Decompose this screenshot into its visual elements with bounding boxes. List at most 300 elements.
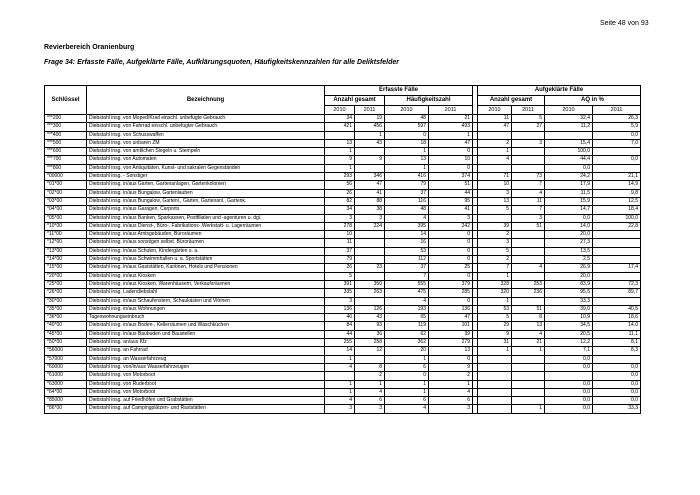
cell-solved-2010 bbox=[478, 363, 512, 371]
header-frequency: Häufigkeitszahl bbox=[385, 96, 473, 106]
cell-frequency-2011: 0 bbox=[429, 355, 473, 363]
cell-rate-2010: 83,9 bbox=[545, 280, 593, 288]
question-title: Frage 34: Erfasste Fälle, Aufgeklärte Fälle, Aufklärungsquoten, Häufigkeitskennzahlen für alle Deliktsfelder bbox=[44, 59, 400, 66]
cell-solved-2010: 7 bbox=[478, 264, 512, 272]
cell-solved-2010: 5 bbox=[478, 247, 512, 255]
cell-solved-2011 bbox=[512, 297, 545, 305]
cell-solved-2011: 73 bbox=[512, 173, 545, 181]
cell-count-2011: 88 bbox=[355, 197, 385, 205]
cell-rate-2011: 0,0 bbox=[593, 131, 641, 139]
cell-rate-2011 bbox=[593, 239, 641, 247]
cell-count-2010 bbox=[325, 131, 355, 139]
table-row bbox=[45, 347, 641, 355]
cell-count-2011: 2 bbox=[355, 372, 385, 380]
header-solved-total: Anzahl gesamt bbox=[478, 96, 545, 106]
cell-count-2011 bbox=[355, 164, 385, 172]
cell-description: Diebstahl insg. von Automaten bbox=[87, 156, 325, 164]
cell-key: *11*00 bbox=[45, 231, 87, 239]
cell-rate-2011 bbox=[593, 297, 641, 305]
cell-count-2010: 11 bbox=[325, 239, 355, 247]
cell-frequency-2011: 3 bbox=[429, 405, 473, 413]
cell-key: *86*00 bbox=[45, 405, 87, 413]
cell-count-2010: 421 bbox=[325, 123, 355, 131]
cell-frequency-2011: 0 bbox=[429, 272, 473, 280]
cell-frequency-2010: 1 bbox=[385, 380, 429, 388]
cell-key: *30*00 bbox=[45, 297, 87, 305]
cell-rate-2010: 20,0 bbox=[545, 272, 593, 280]
cell-description: Diebstahl insg. an Wasserfahrzeug bbox=[87, 355, 325, 363]
cell-frequency-2010: 53 bbox=[385, 247, 429, 255]
cell-description: Diebstahl insg. von Fahrrad einschl. unbefugter Gebrauch bbox=[87, 123, 325, 131]
cell-count-2010: 4 bbox=[325, 363, 355, 371]
cell-count-2010: 26 bbox=[325, 189, 355, 197]
cell-key: *13*00 bbox=[45, 247, 87, 255]
cell-solved-2010 bbox=[478, 214, 512, 222]
cell-solved-2010: 3 bbox=[478, 239, 512, 247]
cell-solved-2010: 1 bbox=[478, 297, 512, 305]
table-body bbox=[45, 115, 641, 414]
cell-key: *03*00 bbox=[45, 197, 87, 205]
cell-count-2010: 84 bbox=[325, 322, 355, 330]
cell-solved-2011: 4 bbox=[512, 330, 545, 338]
cell-rate-2011: 17,4 bbox=[593, 264, 641, 272]
cell-count-2010: 46 bbox=[325, 314, 355, 322]
cell-frequency-2010: 13 bbox=[385, 156, 429, 164]
cell-rate-2011 bbox=[593, 256, 641, 264]
header-description: Bezeichnung bbox=[87, 86, 325, 115]
cell-count-2010: 278 bbox=[325, 222, 355, 230]
table-row bbox=[45, 123, 641, 131]
cell-count-2010: 14 bbox=[325, 347, 355, 355]
cell-solved-2011: 253 bbox=[512, 280, 545, 288]
cell-solved-2010 bbox=[478, 405, 512, 413]
cell-count-2010: 13 bbox=[325, 139, 355, 147]
cell-rate-2010: 0,0 bbox=[545, 388, 593, 396]
header-recorded-cases: Erfasste Fälle bbox=[325, 86, 473, 96]
cell-count-2011: 126 bbox=[355, 305, 385, 313]
region-title: Revierbereich Oranienburg bbox=[44, 44, 135, 51]
cell-solved-2011 bbox=[512, 231, 545, 239]
cell-solved-2011: 13 bbox=[512, 322, 545, 330]
cell-rate-2011: 5,9 bbox=[593, 123, 641, 131]
cell-solved-2011 bbox=[512, 256, 545, 264]
cell-count-2010: 37 bbox=[325, 247, 355, 255]
cell-solved-2010: 13 bbox=[478, 197, 512, 205]
cell-count-2011: 36 bbox=[355, 330, 385, 338]
cell-count-2010: 391 bbox=[325, 280, 355, 288]
cell-count-2011 bbox=[355, 272, 385, 280]
cell-frequency-2011: 1 bbox=[429, 380, 473, 388]
cell-description: Diebstahl insg. in/aus Banken, Sparkassen, Postfilialen und -agenturen u. dgl. bbox=[87, 214, 325, 222]
cell-key: *15*00 bbox=[45, 264, 87, 272]
cell-count-2011 bbox=[355, 231, 385, 239]
cell-frequency-2010: 6 bbox=[385, 397, 429, 405]
table-row bbox=[45, 339, 641, 347]
cell-count-2010: 44 bbox=[325, 330, 355, 338]
table-row bbox=[45, 189, 641, 197]
header-year: 2010 bbox=[545, 106, 593, 115]
cell-key: ***500 bbox=[45, 139, 87, 147]
cell-frequency-2010: 7 bbox=[385, 272, 429, 280]
cell-rate-2010: 0,0 bbox=[545, 405, 593, 413]
cell-key: *63000 bbox=[45, 380, 87, 388]
cell-solved-2011 bbox=[512, 148, 545, 156]
cell-solved-2010: 328 bbox=[478, 280, 512, 288]
cell-solved-2010: 47 bbox=[478, 123, 512, 131]
cell-solved-2010: 5 bbox=[478, 206, 512, 214]
cell-rate-2010: 44,4 bbox=[545, 156, 593, 164]
cell-solved-2011 bbox=[512, 363, 545, 371]
cell-key: ***800 bbox=[45, 164, 87, 172]
cell-rate-2011: 7,0 bbox=[593, 139, 641, 147]
cell-key: *56000 bbox=[45, 347, 87, 355]
cell-count-2010: 293 bbox=[325, 173, 355, 181]
cell-solved-2011: 7 bbox=[512, 206, 545, 214]
cell-rate-2010: 15,9 bbox=[545, 197, 593, 205]
cell-count-2010: 1 bbox=[325, 388, 355, 396]
table-row bbox=[45, 139, 641, 147]
cell-rate-2011: 0,0 bbox=[593, 156, 641, 164]
cell-solved-2010: 53 bbox=[478, 305, 512, 313]
cell-frequency-2010: 395 bbox=[385, 222, 429, 230]
cell-count-2010: 34 bbox=[325, 115, 355, 123]
cell-description: Diebstahl insg. in/aus Schaufenstern, Schaukästen und Vitrinen bbox=[87, 297, 325, 305]
table-row bbox=[45, 156, 641, 164]
cell-count-2011: 9 bbox=[355, 156, 385, 164]
cell-rate-2010: 95,5 bbox=[545, 289, 593, 297]
cell-count-2010: 3 bbox=[325, 297, 355, 305]
cell-solved-2010: 31 bbox=[478, 339, 512, 347]
cell-count-2011 bbox=[355, 297, 385, 305]
table-row bbox=[45, 247, 641, 255]
cell-frequency-2011: 4 bbox=[429, 388, 473, 396]
cell-rate-2010: 0,0 bbox=[545, 397, 593, 405]
cell-rate-2010: 0,0 bbox=[545, 355, 593, 363]
cell-rate-2011: 8,1 bbox=[593, 339, 641, 347]
cell-solved-2011: 1 bbox=[512, 405, 545, 413]
cell-frequency-2010: 37 bbox=[385, 189, 429, 197]
cell-solved-2011: 1 bbox=[512, 347, 545, 355]
cell-count-2010: 4 bbox=[325, 397, 355, 405]
table-row bbox=[45, 397, 641, 405]
cell-frequency-2010: 37 bbox=[385, 264, 429, 272]
cell-solved-2010: 9 bbox=[478, 330, 512, 338]
cell-solved-2010 bbox=[478, 388, 512, 396]
cell-description: Diebstahl insg. auf Friedhöfen und Grabstätten bbox=[87, 397, 325, 405]
cell-frequency-2010: 597 bbox=[385, 123, 429, 131]
cell-rate-2011: 0,0 bbox=[593, 388, 641, 396]
cell-frequency-2010: 48 bbox=[385, 206, 429, 214]
header-year: 2010 bbox=[325, 106, 355, 115]
cell-rate-2011: 0,0 bbox=[593, 380, 641, 388]
table-row bbox=[45, 372, 641, 380]
cell-solved-2011 bbox=[512, 131, 545, 139]
cell-count-2011 bbox=[355, 247, 385, 255]
cell-count-2010: 5 bbox=[325, 272, 355, 280]
table-row bbox=[45, 239, 641, 247]
cell-frequency-2011: 13 bbox=[429, 347, 473, 355]
table-row bbox=[45, 148, 641, 156]
cell-solved-2010: 1 bbox=[478, 148, 512, 156]
cell-solved-2011 bbox=[512, 380, 545, 388]
table-row bbox=[45, 388, 641, 396]
cell-frequency-2011: 10 bbox=[429, 156, 473, 164]
table-row bbox=[45, 231, 641, 239]
cell-rate-2010: 34,5 bbox=[545, 322, 593, 330]
cell-solved-2011: 51 bbox=[512, 222, 545, 230]
cell-rate-2010: 39,0 bbox=[545, 305, 593, 313]
cell-count-2011: 47 bbox=[355, 181, 385, 189]
cell-rate-2011: 26,3 bbox=[593, 115, 641, 123]
cell-count-2010: 1 bbox=[325, 164, 355, 172]
cell-solved-2011 bbox=[512, 355, 545, 363]
cell-key: *50*00 bbox=[45, 339, 87, 347]
cell-description: Diebstahl insg. in/aus Dienst-, Büro-, Fabrikations-,Werkstatt- u. Lagerräumen bbox=[87, 222, 325, 230]
cell-frequency-2011: 285 bbox=[429, 289, 473, 297]
cell-rate-2011 bbox=[593, 231, 641, 239]
cell-count-2010: 1 bbox=[325, 355, 355, 363]
cell-frequency-2010: 20 bbox=[385, 347, 429, 355]
cell-count-2011 bbox=[355, 239, 385, 247]
cell-frequency-2011: 374 bbox=[429, 173, 473, 181]
cell-count-2010: 79 bbox=[325, 256, 355, 264]
cell-solved-2011 bbox=[512, 156, 545, 164]
cell-solved-2010 bbox=[478, 372, 512, 380]
cell-solved-2010 bbox=[478, 355, 512, 363]
cell-count-2010: 136 bbox=[325, 305, 355, 313]
cell-description: Diebstahl insg. in/aus Baubuden und Baustellen bbox=[87, 330, 325, 338]
cell-rate-2010: 17,9 bbox=[545, 181, 593, 189]
cell-rate-2011 bbox=[593, 355, 641, 363]
cell-solved-2011: 27 bbox=[512, 123, 545, 131]
cell-description: Diebstahl insg. von/in/aus Wasserfahrzeugen bbox=[87, 363, 325, 371]
cell-count-2010: 26 bbox=[325, 264, 355, 272]
cell-frequency-2011: 21 bbox=[429, 115, 473, 123]
cell-frequency-2011: 0 bbox=[429, 231, 473, 239]
cell-frequency-2011: 44 bbox=[429, 189, 473, 197]
cell-count-2011: 263 bbox=[355, 289, 385, 297]
cell-rate-2010: 7,1 bbox=[545, 347, 593, 355]
cell-description: Diebstahl insg. in/aus Wohnungen bbox=[87, 305, 325, 313]
header-year: 2011 bbox=[593, 106, 641, 115]
cell-rate-2011: 18,6 bbox=[593, 314, 641, 322]
cell-frequency-2011: 101 bbox=[429, 322, 473, 330]
cell-frequency-2010: 18 bbox=[385, 139, 429, 147]
cell-rate-2011: 21,1 bbox=[593, 173, 641, 181]
table-row bbox=[45, 272, 641, 280]
cell-frequency-2011: 0 bbox=[429, 297, 473, 305]
cell-solved-2011: 3 bbox=[512, 214, 545, 222]
cell-solved-2010: 11 bbox=[478, 115, 512, 123]
cell-count-2011: 19 bbox=[355, 115, 385, 123]
cell-description: Diebstahl insg. von amtlichen Siegeln u. Stempeln bbox=[87, 148, 325, 156]
header-year: 2011 bbox=[512, 106, 545, 115]
cell-rate-2010: 32,4 bbox=[545, 115, 593, 123]
cell-key: *60000 bbox=[45, 363, 87, 371]
cell-count-2011: 6 bbox=[355, 397, 385, 405]
cell-frequency-2010: 555 bbox=[385, 280, 429, 288]
cell-rate-2010: 0,0 bbox=[545, 380, 593, 388]
cell-solved-2011 bbox=[512, 239, 545, 247]
cell-frequency-2011: 9 bbox=[429, 363, 473, 371]
cell-frequency-2010: 116 bbox=[385, 197, 429, 205]
cell-solved-2011: 4 bbox=[512, 264, 545, 272]
header-row-groups bbox=[45, 86, 641, 96]
cell-key: *10*00 bbox=[45, 222, 87, 230]
cell-count-2011: 350 bbox=[355, 280, 385, 288]
cell-count-2011: 346 bbox=[355, 173, 385, 181]
table-row bbox=[45, 305, 641, 313]
cell-solved-2010: 4 bbox=[478, 156, 512, 164]
cell-solved-2011 bbox=[512, 372, 545, 380]
cell-rate-2011: 8,3 bbox=[593, 347, 641, 355]
cell-description: Diebstahl insg. in/aus Garagen, Carports bbox=[87, 206, 325, 214]
cell-frequency-2010: 1 bbox=[385, 148, 429, 156]
cell-solved-2011: 5 bbox=[512, 115, 545, 123]
cell-description: Diebstahl insg. von unbaren ZM bbox=[87, 139, 325, 147]
cell-frequency-2010: 62 bbox=[385, 330, 429, 338]
table-row bbox=[45, 355, 641, 363]
cell-count-2011: 43 bbox=[355, 139, 385, 147]
cell-key: *26*00 bbox=[45, 289, 87, 297]
cell-rate-2011: 0,0 bbox=[593, 372, 641, 380]
cell-frequency-2011: 1 bbox=[429, 131, 473, 139]
cell-key: *04*00 bbox=[45, 206, 87, 214]
cell-key: *36*00 bbox=[45, 314, 87, 322]
cell-key: *25*00 bbox=[45, 280, 87, 288]
header-solved-cases: Aufgeklärte Fälle bbox=[478, 86, 641, 96]
cell-frequency-2010: 112 bbox=[385, 256, 429, 264]
cell-description: Diebstahl insg. in/aus Boden-, Kellerräumen und Waschküchen bbox=[87, 322, 325, 330]
cell-count-2011: 93 bbox=[355, 322, 385, 330]
cell-rate-2010: 20,5 bbox=[545, 330, 593, 338]
cell-description: Diebstahl insg. von Antiquitäten, Kunst- und sakralen Gegenständen bbox=[87, 164, 325, 172]
table-row bbox=[45, 405, 641, 413]
table-row bbox=[45, 256, 641, 264]
cell-solved-2010 bbox=[478, 380, 512, 388]
cell-count-2011: 1 bbox=[355, 380, 385, 388]
cell-count-2010: 335 bbox=[325, 289, 355, 297]
cell-description: Diebstahl insg. in/aus Kiosken bbox=[87, 272, 325, 280]
cell-rate-2010: 2,5 bbox=[545, 256, 593, 264]
cell-rate-2010: 33,3 bbox=[545, 297, 593, 305]
cell-key: ***400 bbox=[45, 131, 87, 139]
cell-solved-2011: 4 bbox=[512, 189, 545, 197]
cell-description: Diebstahl insg. in/aus Schwimmhallen u. a. Sportstätten bbox=[87, 256, 325, 264]
cell-solved-2011: 21 bbox=[512, 339, 545, 347]
header-year: 2010 bbox=[385, 106, 429, 115]
cell-frequency-2011: 136 bbox=[429, 305, 473, 313]
cell-frequency-2011: 41 bbox=[429, 206, 473, 214]
cell-rate-2010: 14,7 bbox=[545, 206, 593, 214]
cell-rate-2011: 0,0 bbox=[593, 363, 641, 371]
cell-frequency-2010: 14 bbox=[385, 231, 429, 239]
cell-description: Diebstahl insg. an Fahrrad bbox=[87, 347, 325, 355]
cell-count-2010: 3 bbox=[325, 405, 355, 413]
table-row bbox=[45, 330, 641, 338]
cell-frequency-2010: 0 bbox=[385, 131, 429, 139]
cell-description: Diebstahl insg. von Motorboot bbox=[87, 372, 325, 380]
cell-frequency-2010: 4 bbox=[385, 297, 429, 305]
cell-description: Diebstahl insg. auf Campingplätzen- und Raststätten bbox=[87, 405, 325, 413]
cell-count-2010: 56 bbox=[325, 181, 355, 189]
table-row bbox=[45, 280, 641, 288]
cell-key: *14*00 bbox=[45, 256, 87, 264]
cell-rate-2011 bbox=[593, 164, 641, 172]
cell-rate-2011: 33,3 bbox=[593, 405, 641, 413]
cell-frequency-2011: 47 bbox=[429, 139, 473, 147]
cell-count-2011: 38 bbox=[355, 206, 385, 214]
cell-frequency-2011: 0 bbox=[429, 247, 473, 255]
cell-solved-2010: 320 bbox=[478, 289, 512, 297]
cell-rate-2011: 72,3 bbox=[593, 280, 641, 288]
header-year: 2010 bbox=[478, 106, 512, 115]
cell-frequency-2011: 279 bbox=[429, 339, 473, 347]
cell-count-2011 bbox=[355, 256, 385, 264]
cell-solved-2010: 1 bbox=[478, 272, 512, 280]
cell-count-2010: 34 bbox=[325, 206, 355, 214]
cell-frequency-2010: 1 bbox=[385, 355, 429, 363]
cell-solved-2011 bbox=[512, 272, 545, 280]
cell-frequency-2010: 48 bbox=[385, 115, 429, 123]
table-row bbox=[45, 322, 641, 330]
cell-description: Diebstahl insg. Ladendiebstahl bbox=[87, 289, 325, 297]
cell-key: *05*00 bbox=[45, 214, 87, 222]
cell-key: *40*00 bbox=[45, 322, 87, 330]
cell-description: Diebstahl insg. von Motorboot bbox=[87, 388, 325, 396]
table-row bbox=[45, 289, 641, 297]
cell-frequency-2010: 362 bbox=[385, 339, 429, 347]
cell-solved-2011 bbox=[512, 247, 545, 255]
header-year: 2011 bbox=[429, 106, 473, 115]
cell-solved-2011 bbox=[512, 397, 545, 405]
cell-frequency-2011: 0 bbox=[429, 164, 473, 172]
table-row bbox=[45, 164, 641, 172]
cell-count-2011: 41 bbox=[355, 189, 385, 197]
cell-rate-2011: 14,9 bbox=[593, 181, 641, 189]
cell-count-2011 bbox=[355, 355, 385, 363]
crime-statistics-table bbox=[44, 85, 641, 414]
cell-count-2011: 3 bbox=[355, 214, 385, 222]
cell-rate-2011 bbox=[593, 148, 641, 156]
table-row bbox=[45, 363, 641, 371]
cell-solved-2011: 3 bbox=[512, 139, 545, 147]
cell-rate-2010: 26,9 bbox=[545, 264, 593, 272]
cell-solved-2010: 2 bbox=[478, 256, 512, 264]
cell-description: Diebstahl insg. von Moped/Krad einschl. unbefugte Gebrauch bbox=[87, 115, 325, 123]
cell-count-2011: 3 bbox=[355, 405, 385, 413]
cell-frequency-2011: 3 bbox=[429, 214, 473, 222]
cell-count-2010: 1 bbox=[325, 380, 355, 388]
table-row bbox=[45, 314, 641, 322]
header-count-total: Anzahl gesamt bbox=[325, 96, 385, 106]
cell-description: Tageswohnungseinbruch bbox=[87, 314, 325, 322]
table-row bbox=[45, 222, 641, 230]
cell-frequency-2010: 4 bbox=[385, 214, 429, 222]
cell-frequency-2011: 0 bbox=[429, 239, 473, 247]
cell-frequency-2011: 25 bbox=[429, 264, 473, 272]
cell-key: *61000 bbox=[45, 372, 87, 380]
cell-description: Diebstahl insg. in/aus Bungalow, Gartenlauben bbox=[87, 189, 325, 197]
cell-key: ***300 bbox=[45, 123, 87, 131]
cell-rate-2011 bbox=[593, 247, 641, 255]
cell-frequency-2010: 193 bbox=[385, 305, 429, 313]
cell-description: Diebstahl insg. in/aus Bungalow, Gartenl., Gärten, Gartenanl., Gartenk. bbox=[87, 197, 325, 205]
cell-count-2011: 224 bbox=[355, 222, 385, 230]
cell-frequency-2011: 6 bbox=[429, 397, 473, 405]
cell-frequency-2010: 16 bbox=[385, 239, 429, 247]
cell-count-2010: 255 bbox=[325, 339, 355, 347]
